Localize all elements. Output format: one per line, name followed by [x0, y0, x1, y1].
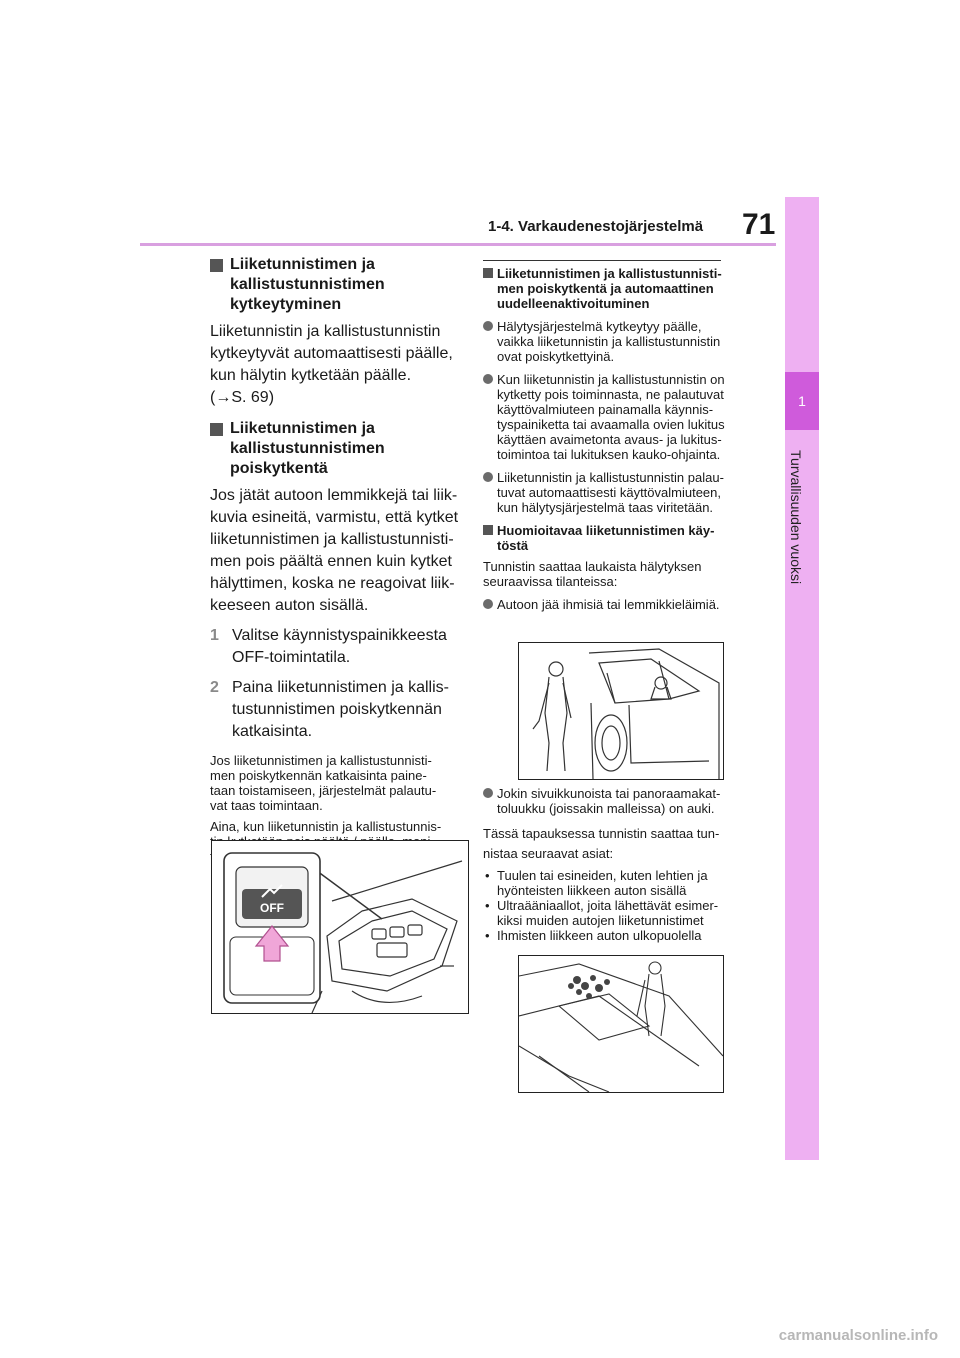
bullet-occupants: Autoon jää ihmisiä tai lemmikkieläimiä.	[483, 597, 745, 612]
chapter-number: 1	[785, 372, 819, 430]
square-bullet-icon	[483, 268, 493, 278]
bullet-open-window: Jokin sivuikkunoista tai panoraamakat- toluukku (joissakin malleissa) on auki.	[483, 786, 745, 816]
square-bullet-icon	[210, 423, 223, 436]
list-item: • Tuulen tai esineiden, kuten lehtien ja hyönteisten liikkeen auton sisällä	[485, 868, 708, 898]
bullet-reactivation: Kun liiketunnistin ja kallistustunnistin on kytketty pois toiminnasta, ne palautuvat käyttövalmiuteen painamalla käynnis- tyspainiketta tai avaamalla ovien lukitus käyttäen avaimetonta avaus- ja lukitus- toimintoa tai lukituksen kauko-ohjainta.	[483, 372, 745, 462]
left-column	[210, 255, 465, 864]
page-number: 71	[742, 208, 776, 241]
heading-notes: Huomioitavaa liiketunnistimen käy- töstä	[483, 523, 745, 553]
paragraph-cancel: Jos jätät autoon lemmikkejä tai liik- kuvia esineitä, varmistu, että kytket liiketunnistimen ja kallistustunnisti- men pois päältä ennen kuin kytket hälyttimen, koska ne reagoivat liik- keeseen auton sisällä.	[210, 487, 459, 614]
figure-occupants	[518, 642, 724, 780]
heading-auto-reactivation: Liiketunnistimen ja kallistustunnisti- men poiskytkentä ja automaattinen uudelleenaktivoituminen	[483, 266, 745, 311]
figure-cancel-switch	[211, 840, 469, 1014]
list-item: • Ultraääniaallot, joita lähettävät esimer- kiksi muiden autojen liiketunnistimet	[485, 898, 719, 928]
list-item: • Ihmisten liikkeen auton ulkopuolella	[485, 928, 702, 943]
square-bullet-icon	[483, 525, 493, 535]
figure-open-sunroof	[518, 955, 724, 1093]
circle-bullet-icon	[483, 374, 493, 384]
person-and-pet-illustration	[519, 643, 723, 779]
step-2: 2 Paina liiketunnistimen ja kallis- tustunnistimen poiskytkennän katkaisinta.	[210, 679, 449, 740]
step-1: 1 Valitse käynnistyspainikkeesta OFF-toimintatila.	[210, 627, 447, 666]
bullet-alarm-on: Hälytysjärjestelmä kytkeytyy päälle, vaikka liiketunnistin ja kallistustunnistin ovat poiskytkettyinä.	[483, 319, 745, 364]
paragraph-activation: Liiketunnistin ja kallistustunnistin kytkeytyvät automaattisesti päälle, kun hälytin kytketään päälle. (→S. 69)	[210, 323, 453, 406]
paragraph-detect: Tässä tapauksessa tunnistin saattaa tun- nistaa seuraavat asiat:	[483, 826, 720, 861]
bullet-auto-ready: Liiketunnistin ja kallistustunnistin palau- tuvat automaattisesti käyttövalmiuteen, kun hälytysjärjestelmä taas viritetään.	[483, 470, 745, 515]
circle-bullet-icon	[483, 788, 493, 798]
note-display-message: Aina, kun liiketunnistin ja kallistustunnis-	[210, 819, 442, 834]
header-rule	[140, 243, 776, 246]
chapter-title: Turvallisuuden vuoksi	[788, 450, 804, 585]
chapter-sidebar	[785, 197, 819, 1160]
heading-sensor-cancel: Liiketunnistimen ja kallistustunnistimen poiskytkentä	[210, 419, 465, 479]
heading-sensor-activation: Liiketunnistimen ja kallistustunnistimen kytkeytyminen	[210, 255, 465, 315]
off-button-label: OFF	[260, 901, 284, 915]
circle-bullet-icon	[483, 321, 493, 331]
sunroof-leaves-illustration	[519, 956, 723, 1092]
circle-bullet-icon	[483, 472, 493, 482]
paragraph-may-trigger: Tunnistin saattaa laukaista hälytyksen seuraavissa tilanteissa:	[483, 559, 702, 589]
circle-bullet-icon	[483, 599, 493, 609]
overhead-console-illustration	[212, 841, 468, 1013]
chapter-title-vertical	[764, 450, 844, 620]
square-bullet-icon	[210, 259, 223, 272]
note-repeat-press: Jos liiketunnistimen ja kallistustunnisti- men poiskytkennän katkaisinta paine- taan toistamiseen, järjestelmät palautu- vat taas toimintaan.	[210, 753, 437, 813]
section-rule	[483, 260, 721, 261]
watermark: carmanualsonline.info	[778, 1327, 938, 1344]
right-column	[483, 266, 745, 612]
right-column-lower	[483, 786, 745, 943]
section-title: 1-4. Varkaudenestojärjestelmä	[488, 218, 704, 235]
